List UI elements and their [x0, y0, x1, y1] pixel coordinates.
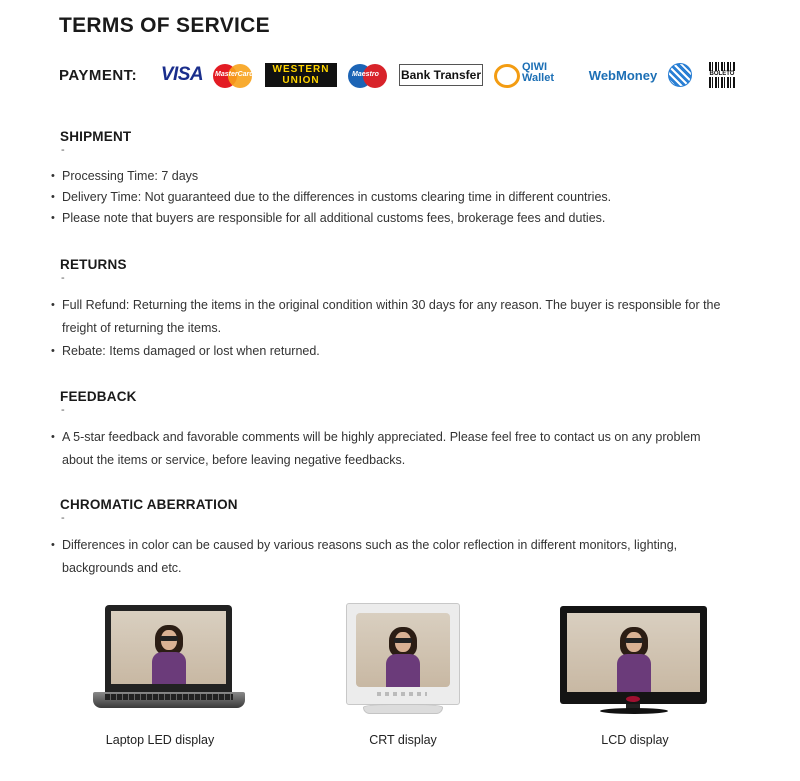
- feedback-section: [51, 389, 771, 472]
- boleto-logo: BOLETO: [707, 60, 737, 90]
- list-item: • A 5-star feedback and favorable comments will be highly appreciated. Please feel free to contact us on any problem about the items or service, before leaving negative feedbacks.: [51, 426, 721, 472]
- webmoney-globe-icon: [666, 60, 694, 90]
- laptop-image: [105, 605, 232, 692]
- list-item: • Rebate: Items damaged or lost when returned.: [51, 340, 771, 363]
- lcd-monitor-image: [560, 606, 707, 704]
- divider: -: [61, 404, 65, 416]
- payment-methods-row: [59, 60, 759, 92]
- webmoney-logo: WebMoney: [588, 67, 658, 83]
- crt-display-figure: [303, 600, 503, 755]
- list-item: • Please note that buyers are responsible for all additional customs fees, brokerage fees and duties.: [51, 208, 771, 229]
- feedback-title: FEEDBACK: [60, 389, 137, 404]
- list-item: • Delivery Time: Not guaranteed due to the differences in customs clearing time in different countries.: [51, 187, 771, 208]
- returns-title: RETURNS: [60, 257, 127, 272]
- laptop-display-caption: Laptop LED display: [105, 733, 215, 747]
- returns-section: [51, 257, 771, 363]
- divider: -: [61, 144, 65, 156]
- chromatic-aberration-section: [51, 497, 771, 580]
- laptop-display-figure: [60, 600, 260, 755]
- crt-monitor-image: [346, 603, 460, 705]
- lcd-display-caption: LCD display: [601, 733, 669, 747]
- lcd-display-figure: [535, 600, 735, 755]
- chromatic-list: [51, 534, 771, 580]
- display-comparison: [0, 600, 800, 760]
- returns-list: [51, 294, 771, 363]
- page-title: TERMS OF SERVICE: [59, 14, 270, 37]
- qiwi-wallet-logo: QIWI Wallet: [494, 60, 576, 90]
- visa-logo: VISA: [160, 64, 204, 85]
- divider: -: [61, 272, 65, 284]
- divider: -: [61, 512, 65, 524]
- bank-transfer-logo: Bank Transfer: [399, 64, 483, 86]
- crt-display-caption: CRT display: [369, 733, 437, 747]
- mastercard-logo: MasterCard: [213, 60, 253, 90]
- chromatic-aberration-title: CHROMATIC ABERRATION: [60, 497, 238, 512]
- payment-label: PAYMENT:: [59, 67, 138, 84]
- shipment-section: [51, 129, 771, 229]
- shipment-title: SHIPMENT: [60, 129, 132, 144]
- list-item: • Differences in color can be caused by various reasons such as the color reflection in different monitors, lighting, backgrounds and etc.: [51, 534, 751, 580]
- western-union-logo: WESTERN UNION: [265, 63, 337, 87]
- shipment-list: [51, 166, 771, 229]
- list-item: • Processing Time: 7 days: [51, 166, 771, 187]
- feedback-list: [51, 426, 771, 472]
- list-item: • Full Refund: Returning the items in the original condition within 30 days for any reason. The buyer is responsible for the freight of returning the items.: [51, 294, 751, 340]
- maestro-logo: Maestro: [348, 60, 388, 90]
